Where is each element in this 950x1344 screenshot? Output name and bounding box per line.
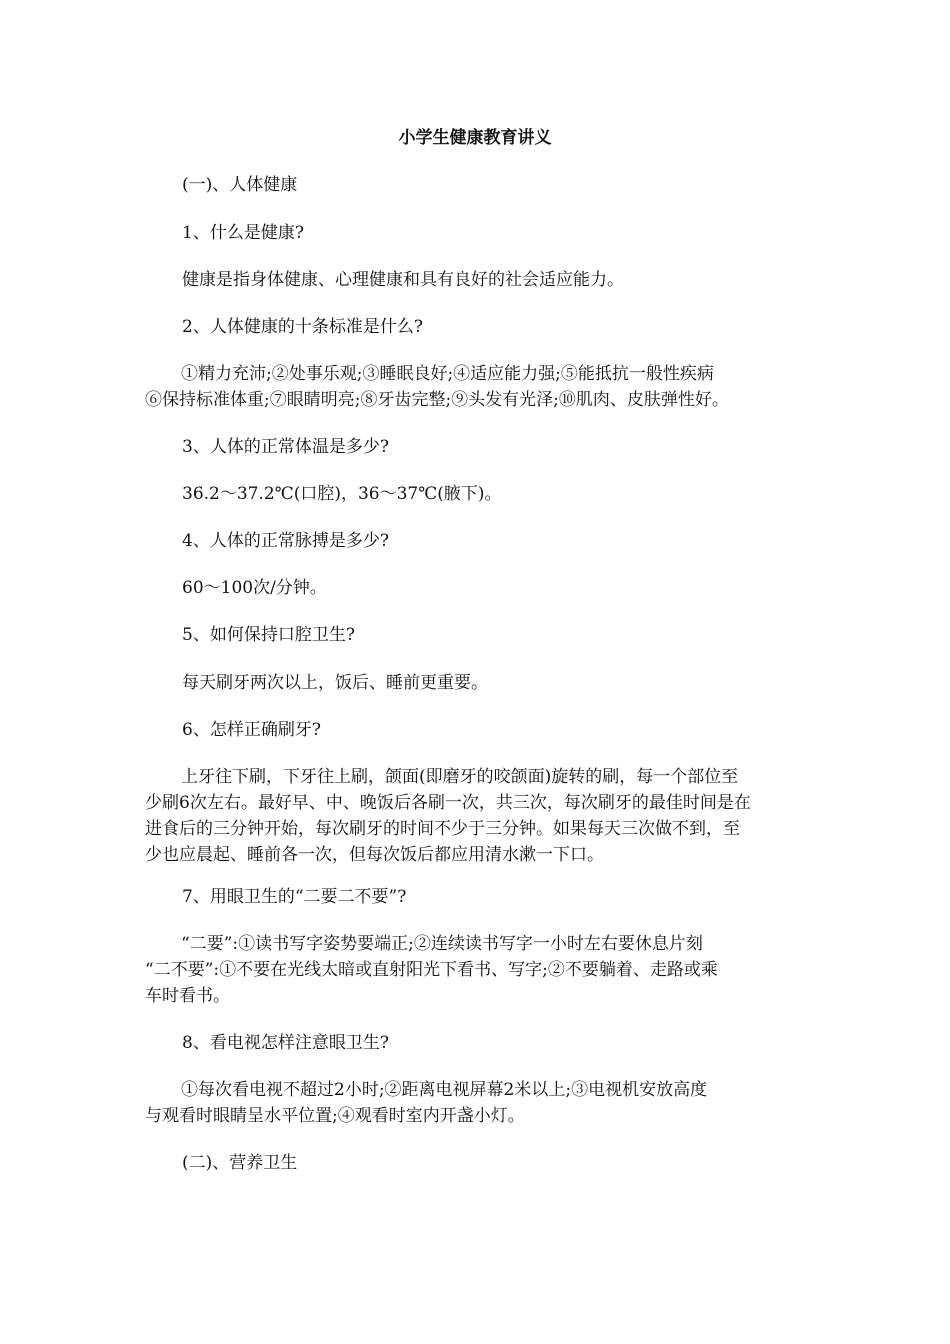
answer-7-line: “二要”:①读书写字姿势要端正;②连续读书写字一小时左右要休息片刻 bbox=[181, 934, 703, 954]
question-2: 2、人体健康的十条标准是什么? bbox=[182, 317, 423, 337]
answer-2 bbox=[145, 361, 805, 413]
answer-3: 36.2～37.2℃(口腔)，36～37℃(腋下)。 bbox=[182, 484, 502, 504]
question-3: 3、人体的正常体温是多少? bbox=[182, 437, 389, 457]
answer-8-line: 与观看时眼睛呈水平位置;④观看时室内开盏小灯。 bbox=[145, 1106, 525, 1126]
question-7: 7、用眼卫生的“二要二不要”? bbox=[182, 887, 407, 907]
answer-2-line: ⑥保持标准体重;⑦眼睛明亮;⑧牙齿完整;⑨头发有光泽;⑩肌肉、皮肤弹性好。 bbox=[145, 390, 729, 410]
question-8: 8、看电视怎样注意眼卫生? bbox=[182, 1033, 389, 1053]
answer-6-line: 上牙往下刷，下牙往上刷，颌面(即磨牙的咬颌面)旋转的刷，每一个部位至 bbox=[181, 767, 739, 787]
section-heading-nutrition: (二)、营养卫生 bbox=[182, 1153, 298, 1173]
answer-5: 每天刷牙两次以上，饭后、睡前更重要。 bbox=[182, 673, 488, 693]
answer-7-line: “二不要”:①不要在光线太暗或直射阳光下看书、写字;②不要躺着、走路或乘 bbox=[145, 960, 718, 980]
question-1: 1、什么是健康? bbox=[182, 223, 304, 243]
answer-6-line: 少也应晨起、睡前各一次，但每次饭后都应用清水漱一下口。 bbox=[145, 845, 604, 865]
document-title: 小学生健康教育讲义 bbox=[398, 128, 552, 148]
answer-8-line: ①每次看电视不超过2小时;②距离电视屏幕2米以上;③电视机安放高度 bbox=[181, 1080, 708, 1100]
question-5: 5、如何保持口腔卫生? bbox=[182, 625, 355, 645]
answer-7 bbox=[145, 931, 805, 1009]
answer-1: 健康是指身体健康、心理健康和具有良好的社会适应能力。 bbox=[182, 270, 624, 290]
answer-4: 60～100次/分钟。 bbox=[182, 578, 327, 598]
answer-6-line: 进食后的三分钟开始，每次刷牙的时间不少于三分钟。如果每天三次做不到，至 bbox=[145, 819, 740, 839]
answer-7-line: 车时看书。 bbox=[145, 986, 230, 1006]
answer-8 bbox=[145, 1077, 805, 1129]
question-6: 6、怎样正确刷牙? bbox=[182, 720, 321, 740]
answer-6-line: 少刷6次左右。最好早、中、晚饭后各刷一次，共三次，每次刷牙的最佳时间是在 bbox=[145, 793, 751, 813]
answer-2-line: ①精力充沛;②处事乐观;③睡眠良好;④适应能力强;⑤能抵抗一般性疾病 bbox=[181, 364, 714, 384]
section-heading-human-health: (一)、人体健康 bbox=[182, 175, 298, 195]
question-4: 4、人体的正常脉搏是多少? bbox=[182, 531, 389, 551]
answer-6 bbox=[145, 764, 805, 868]
